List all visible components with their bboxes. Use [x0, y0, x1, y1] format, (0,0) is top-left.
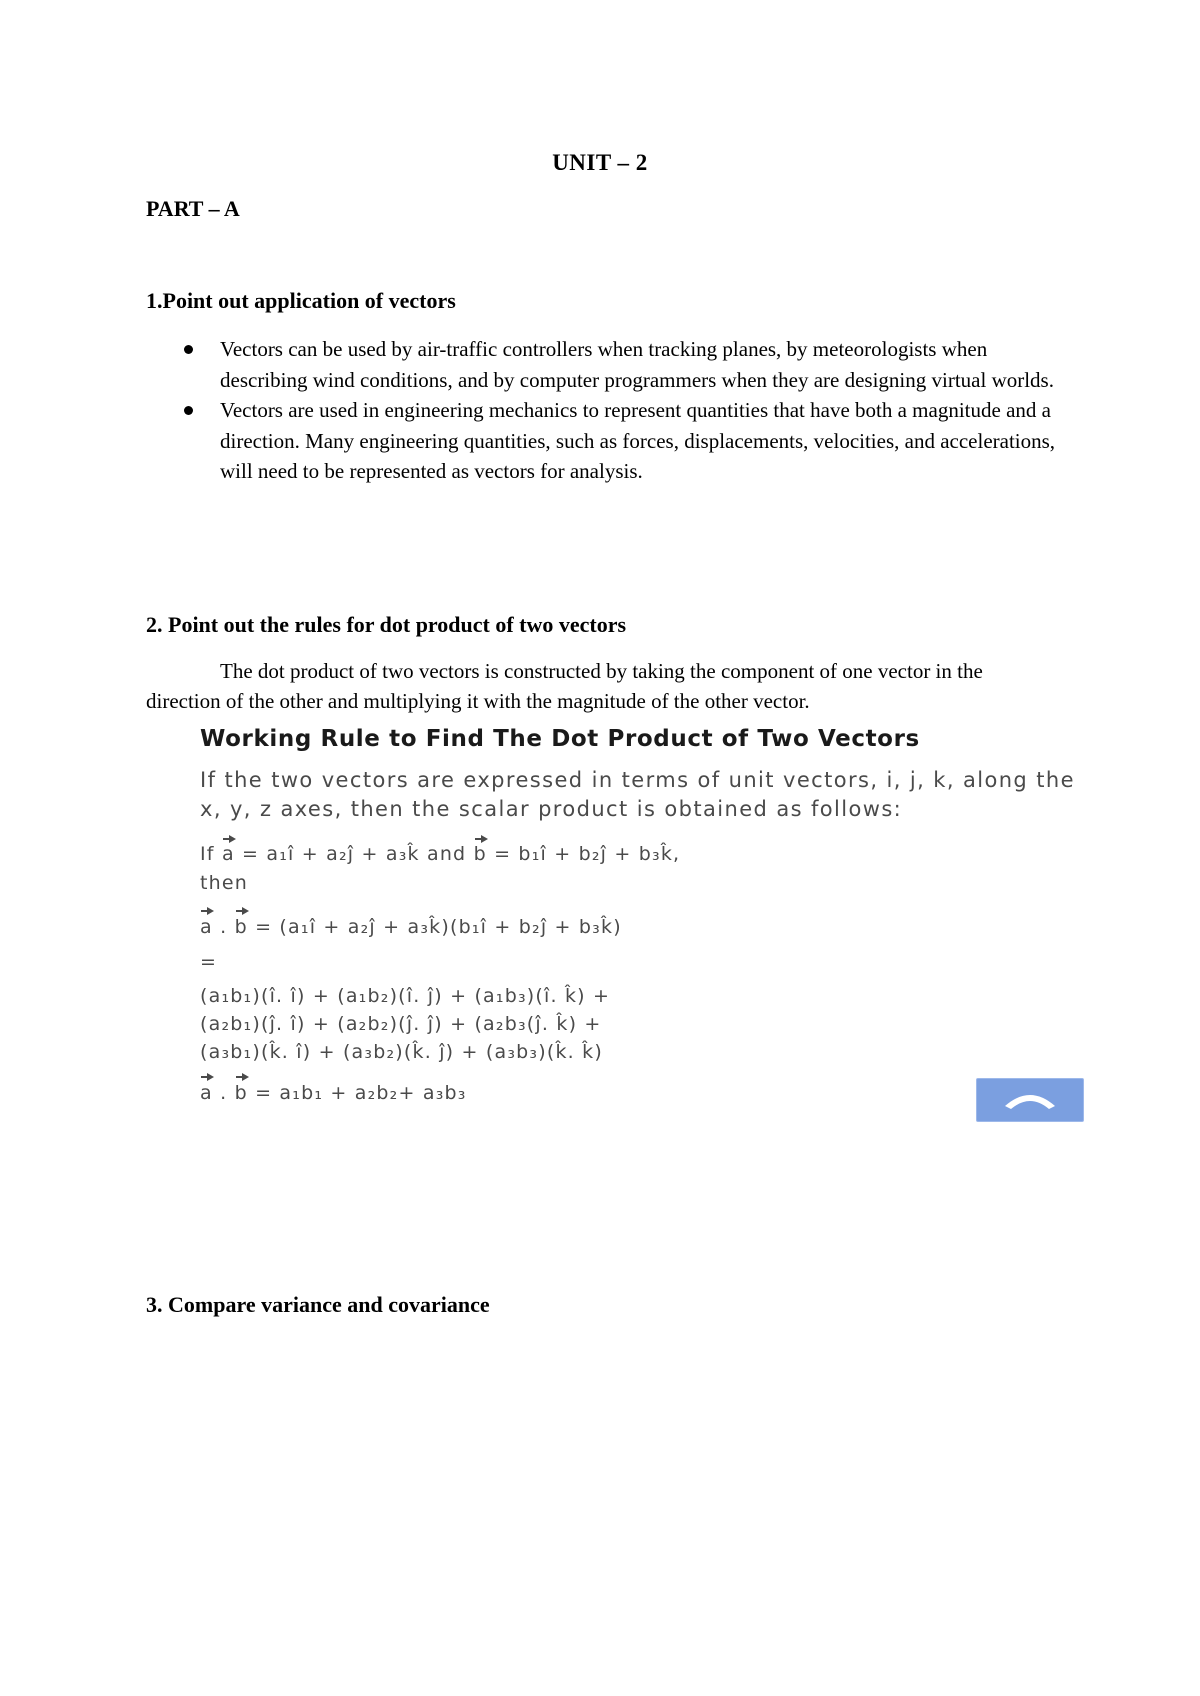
- then-label: then: [200, 872, 249, 894]
- dot-product-result: [200, 1074, 1080, 1108]
- vector-a: a: [200, 908, 213, 942]
- vector-b: b: [235, 908, 248, 942]
- expansion-line-3: (a₃b₁)(k̂. î) + (a₃b₂)(k̂. ĵ) + (a₃b₃)(k̂. k̂): [200, 1041, 603, 1063]
- vector-definitions: [200, 836, 1080, 869]
- question-1-heading: 1.Point out application of vectors: [146, 288, 456, 313]
- part-title: PART – A: [146, 196, 240, 221]
- applications-list: [146, 334, 1066, 487]
- unit-title: UNIT – 2: [552, 150, 648, 175]
- list-item: [146, 395, 1066, 487]
- dot-product-result-rhs: = a₁b₁ + a₂b₂+ a₃b₃: [247, 1082, 467, 1104]
- vector-a: a: [200, 1074, 213, 1108]
- list-item-text: Vectors can be used by air-traffic controllers when tracking planes, by meteorologists when describing wind conditions, and by computer programmers when they are designing virtual worlds.: [220, 337, 1054, 392]
- vector-b: b: [474, 836, 487, 869]
- chevron-up-icon: [977, 1079, 1083, 1121]
- dot-product-expression: [200, 908, 1080, 942]
- expansion-line-2: (a₂b₁)(ĵ. î) + (a₂b₂)(ĵ. ĵ) + (a₂b₃(ĵ. k̂) +: [200, 1013, 602, 1035]
- working-rule-image: [200, 728, 1080, 1184]
- dot-product-definition: The dot product of two vectors is constructed by taking the component of one vector in the direction of the other and multiplying it with the magnitude of the other vector.: [146, 659, 983, 713]
- dot-operator: .: [212, 1082, 235, 1104]
- list-item-text: Vectors are used in engineering mechanics to represent quantities that have both a magnitude and a direction. Many engineering quantities, such as forces, displacements, velocities, and accelerations, will need to be represented as vectors for analysis.: [220, 398, 1056, 483]
- scroll-to-top-button[interactable]: [976, 1078, 1084, 1122]
- vector-a: a: [222, 836, 235, 869]
- list-item: [146, 334, 1066, 395]
- working-rule-title: Working Rule to Find The Dot Product of Two Vectors: [200, 726, 920, 752]
- bullet-icon: [184, 406, 193, 415]
- question-2-heading: 2. Point out the rules for dot product of two vectors: [146, 612, 627, 637]
- vector-b: b: [235, 1074, 248, 1108]
- if-label: If: [200, 843, 215, 865]
- bullet-icon: [184, 345, 193, 354]
- vector-b-expression: = b₁î + b₂ĵ + b₃k̂,: [486, 843, 681, 865]
- vector-a-expression: = a₁î + a₂ĵ + a₃k̂ and: [234, 843, 474, 865]
- working-rule-intro: If the two vectors are expressed in terms of unit vectors, i, j, k, along the x, y, z axes, then the scalar product is obtained as follows:: [200, 768, 1075, 821]
- question-3-heading: 3. Compare variance and covariance: [146, 1292, 490, 1317]
- dot-product-rhs: = (a₁î + a₂ĵ + a₃k̂)(b₁î + b₂ĵ + b₃k̂): [247, 916, 622, 938]
- dot-operator: .: [212, 916, 235, 938]
- expansion-line-1: (a₁b₁)(î. î) + (a₁b₂)(î. ĵ) + (a₁b₃)(î. k̂) +: [200, 985, 611, 1007]
- equals-sign: =: [200, 951, 218, 973]
